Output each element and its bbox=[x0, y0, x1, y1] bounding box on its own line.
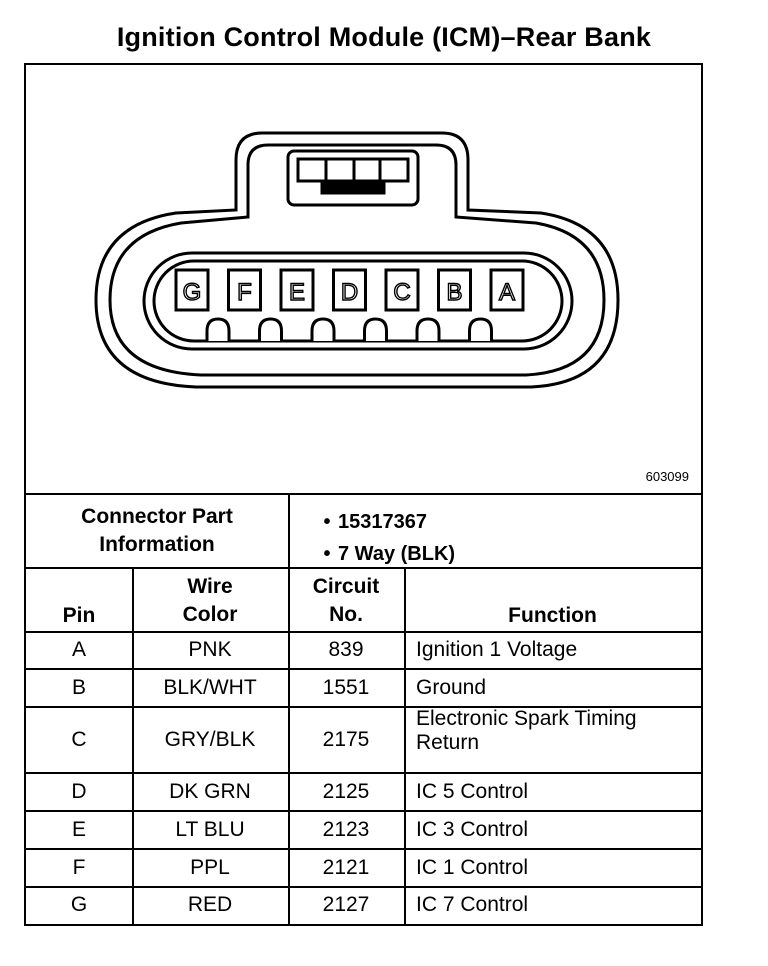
pin-label-e: E bbox=[288, 279, 306, 306]
cell-wire-color: PPL bbox=[190, 855, 230, 879]
header-wire-color-2: Color bbox=[182, 602, 238, 626]
cell-circuit: 839 bbox=[328, 637, 364, 661]
page-title: Ignition Control Module (ICM)–Rear Bank bbox=[116, 22, 652, 52]
cell-wire-color: LT BLU bbox=[175, 817, 245, 841]
cell-function bbox=[404, 707, 701, 773]
cell-pin: G bbox=[70, 893, 88, 917]
cell-pin: B bbox=[71, 675, 86, 699]
part-info-label-2: Information bbox=[99, 532, 215, 556]
pin-label-f: F bbox=[237, 279, 252, 306]
part-info-items bbox=[316, 506, 455, 570]
cell-pin: A bbox=[71, 637, 86, 661]
part-info-label-1: Connector Part bbox=[81, 504, 233, 528]
header-function: Function bbox=[508, 603, 597, 627]
latch-tab bbox=[322, 181, 384, 193]
cell-wire-color: BLK/WHT bbox=[163, 675, 257, 699]
cavity-rib bbox=[365, 319, 387, 341]
cavity-rib bbox=[260, 319, 282, 341]
cell-wire-color: DK GRN bbox=[169, 779, 251, 803]
cell-wire-color: GRY/BLK bbox=[164, 727, 256, 751]
function-line-1: Electronic Spark Timing bbox=[416, 707, 637, 730]
cell-circuit: 1551 bbox=[322, 675, 370, 699]
pin-label-g: G bbox=[182, 279, 202, 306]
cell-function: Ignition 1 Voltage bbox=[416, 637, 578, 661]
cell-wire-color: RED bbox=[187, 893, 233, 917]
header-circuit-2: No. bbox=[329, 602, 363, 626]
diagram-divider bbox=[26, 493, 701, 495]
cavity-rib bbox=[417, 319, 439, 341]
cell-circuit: 2125 bbox=[322, 779, 370, 803]
cell-pin: E bbox=[71, 817, 86, 841]
cell-function: IC 3 Control bbox=[416, 817, 529, 841]
cell-circuit: 2127 bbox=[322, 893, 370, 917]
cell-pin: C bbox=[71, 727, 87, 751]
cell-pin: D bbox=[71, 779, 87, 803]
cell-circuit: 2123 bbox=[322, 817, 370, 841]
header-pin: Pin bbox=[62, 603, 96, 627]
cell-function: IC 5 Control bbox=[416, 779, 529, 803]
figure-id: 603099 bbox=[645, 469, 689, 484]
pin-label-a: A bbox=[498, 279, 516, 306]
cavity-rib bbox=[312, 319, 334, 341]
cell-function: IC 1 Control bbox=[416, 855, 529, 879]
cavity-rib bbox=[470, 319, 492, 341]
cell-pin: F bbox=[72, 855, 86, 879]
cell-wire-color: PNK bbox=[188, 637, 232, 661]
connector-frame bbox=[24, 63, 703, 926]
part-number: • 15317367 bbox=[323, 511, 427, 533]
pin-label-b: B bbox=[446, 279, 463, 306]
cell-function: IC 7 Control bbox=[416, 893, 529, 917]
header-circuit-1: Circuit bbox=[312, 574, 380, 598]
cell-function: Ground bbox=[416, 675, 487, 699]
cell-circuit: 2175 bbox=[322, 727, 370, 751]
cavity-rib bbox=[207, 319, 229, 341]
function-line-2: Return bbox=[416, 731, 480, 755]
pin-label-d: D bbox=[340, 279, 359, 306]
part-type: • 7 Way (BLK) bbox=[323, 543, 456, 565]
pin-label-c: C bbox=[393, 279, 411, 306]
cell-circuit: 2121 bbox=[322, 855, 370, 879]
connector-diagram bbox=[26, 65, 701, 495]
header-wire-color-1: Wire bbox=[187, 574, 233, 598]
